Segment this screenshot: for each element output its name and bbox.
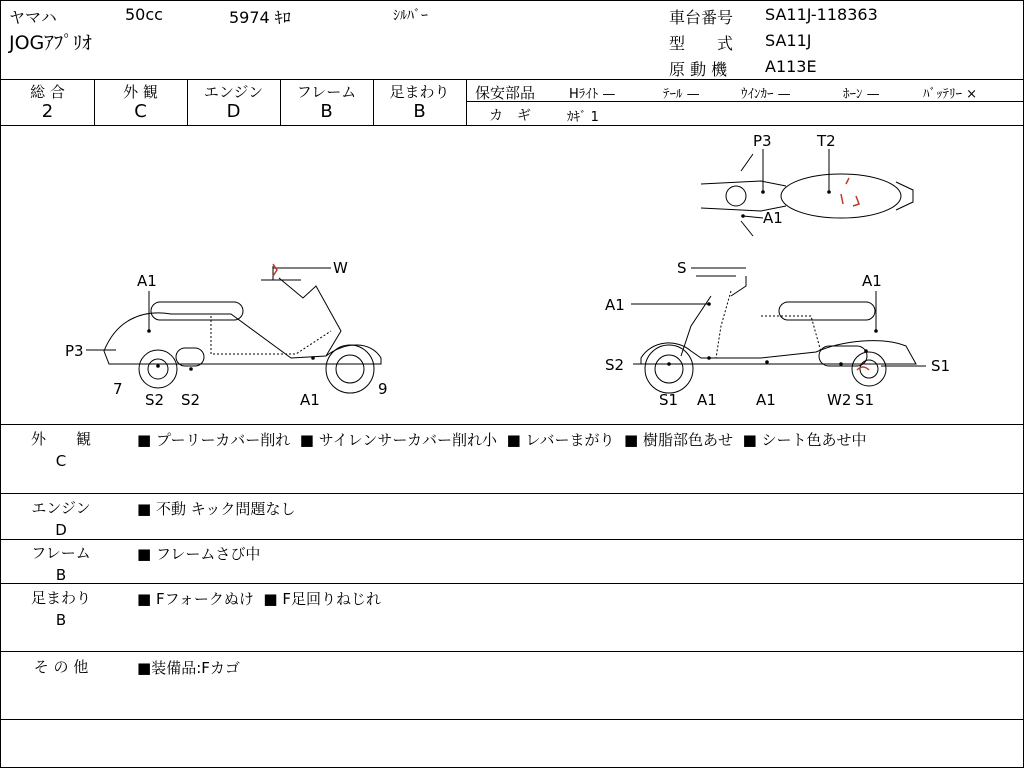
label-right-s1-b: S1 xyxy=(855,391,875,409)
grade-frame: B xyxy=(320,101,333,122)
model-name: JOGｱﾌﾟﾘｵ xyxy=(9,32,92,54)
displacement: 50cc xyxy=(125,5,163,24)
grade-suspension: B xyxy=(413,101,426,122)
label-left-a1-top: A1 xyxy=(137,272,157,290)
label-left-7: 7 xyxy=(113,380,123,398)
key-label: カ ギ xyxy=(489,108,531,124)
remark-engine-items: ■ 不動 キック問題なし xyxy=(137,500,296,518)
remark-suspension-items: ■ Fフォークぬけ ■ F足回りねじれ xyxy=(137,590,382,608)
label-left-s2-a: S2 xyxy=(145,391,165,409)
type-label: 型 式 xyxy=(669,34,734,53)
remark-other-label: そ の 他 xyxy=(33,658,89,676)
grade-overall: 2 xyxy=(41,101,54,122)
remark-exterior-items: ■ プーリーカバー削れ ■ サイレンサーカバー削れ小 ■ レバーまがり ■ 樹脂部色あせ ■ シート色あせ中 xyxy=(137,431,867,449)
parts-title: 保安部品 xyxy=(475,84,536,102)
label-right-a1-top: A1 xyxy=(862,272,882,290)
label-right-a1-left: A1 xyxy=(605,296,625,314)
part-horn: ﾎｰﾝ — xyxy=(843,87,880,102)
remark-frame-label: フレーム B xyxy=(31,544,91,584)
remark-frame-items: ■ フレームさび中 xyxy=(137,545,261,563)
label-left-9: 9 xyxy=(378,380,388,398)
label-right-s: S xyxy=(677,259,687,277)
remark-exterior-label: 外 観 C xyxy=(30,430,91,470)
mileage: 5974 ｷﾛ xyxy=(229,8,291,27)
label-top-p3: P3 xyxy=(753,132,772,150)
label-right-s2: S2 xyxy=(605,356,625,374)
part-tail: ﾃｰﾙ — xyxy=(663,87,700,102)
grade-header-suspension: 足まわり xyxy=(389,83,450,101)
label-right-s1-c: S1 xyxy=(931,357,951,375)
grade-header-frame: フレーム xyxy=(296,83,357,101)
engine-value: A113E xyxy=(765,57,817,76)
key-value: ｶｷﾞ 1 xyxy=(567,110,599,125)
scooter-right-side-view xyxy=(641,276,916,393)
grade-engine: D xyxy=(226,101,241,122)
type-value: SA11J xyxy=(765,31,812,50)
grade-exterior: C xyxy=(134,101,147,122)
engine-label: 原 動 機 xyxy=(669,60,728,79)
grade-header-engine: エンジン xyxy=(203,83,264,101)
remark-suspension-label: 足まわり B xyxy=(30,589,91,629)
label-left-s2-b: S2 xyxy=(181,391,201,409)
label-right-s1-a: S1 xyxy=(659,391,679,409)
color: ｼﾙﾊﾞｰ xyxy=(393,8,428,24)
grade-header-overall: 総 合 xyxy=(30,83,65,101)
frame-no: SA11J-118363 xyxy=(765,5,878,24)
remark-engine-label: エンジン D xyxy=(31,499,91,539)
part-headlight: Hﾗｲﾄ — xyxy=(569,87,616,102)
label-left-a1-bottom: A1 xyxy=(300,391,320,409)
label-right-w2: W2 xyxy=(827,391,852,409)
label-left-p3: P3 xyxy=(65,342,84,360)
grade-header-exterior: 外 観 xyxy=(123,83,158,101)
label-left-w: W xyxy=(333,259,348,277)
remark-other-items: ■装備品:Fカゴ xyxy=(137,659,240,677)
frame-no-label: 車台番号 xyxy=(669,8,734,27)
label-right-a1-b: A1 xyxy=(697,391,717,409)
part-winker: ｳｲﾝｶｰ — xyxy=(741,87,791,102)
maker: ヤマハ xyxy=(9,8,57,27)
scooter-top-view xyxy=(701,154,913,236)
label-top-t2: T2 xyxy=(817,132,836,150)
part-battery: ﾊﾞｯﾃﾘｰ × xyxy=(923,87,978,102)
label-right-a1-c: A1 xyxy=(756,391,776,409)
label-top-a1: A1 xyxy=(763,209,783,227)
